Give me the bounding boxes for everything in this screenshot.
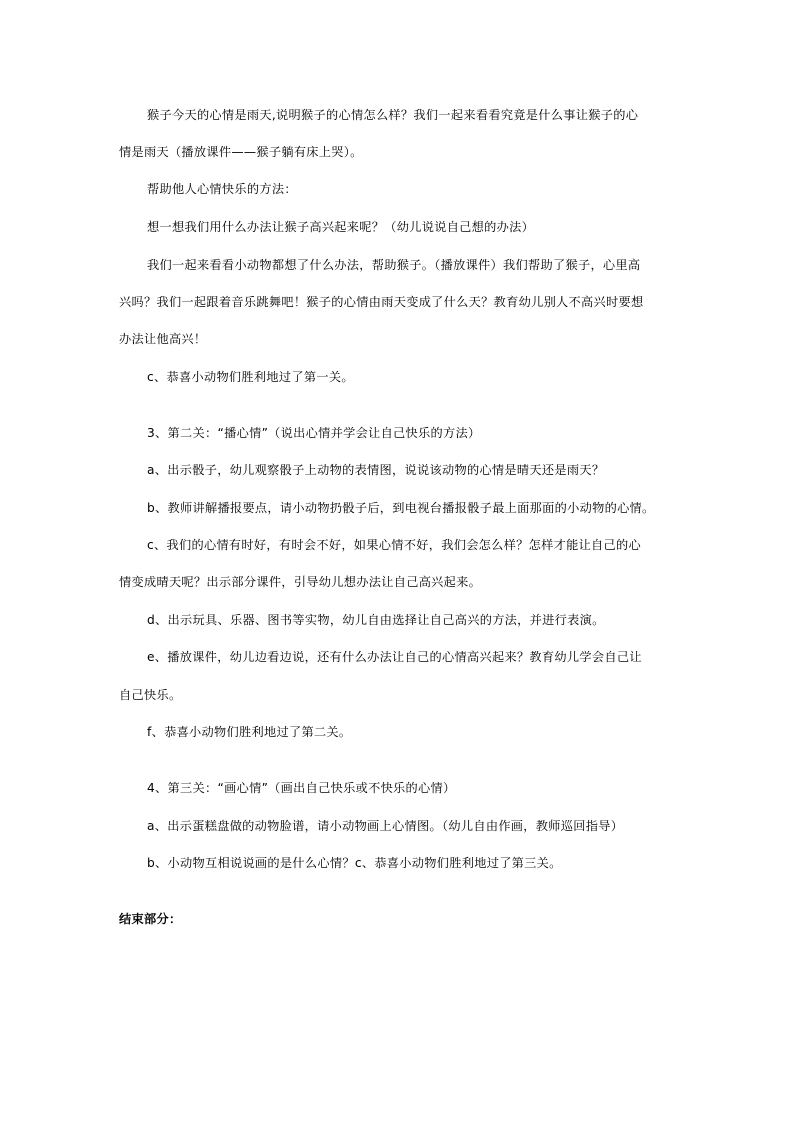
list-item: c、我们的心情有时好，有时会不好，如果心情不好，我们会怎么样？怎样才能让自己的心 [147, 538, 642, 552]
list-item: a、出示骰子，幼儿观察骰子上动物的表情图，说说该动物的心情是晴天还是雨天？ [147, 463, 605, 477]
list-item: b、教师讲解播报要点，请小动物扔骰子后，到电视台播报骰子最上面那面的小动物的心情。 [147, 501, 655, 515]
list-item: e、播放课件，幼儿边看边说，还有什么办法让自己的心情高兴起来？教育幼儿学会自己让 [147, 650, 642, 664]
section-heading: 3、第二关：“播心情”（说出心情并学会让自己快乐的方法） [147, 426, 481, 440]
list-item: b、小动物互相说说画的是什么心情？c、恭喜小动物们胜利地过了第三关。 [147, 856, 562, 870]
paragraph-line: 我们一起来看看小动物都想了什么办法，帮助猴子。（播放课件）我们帮助了猴子，心里高 [147, 258, 641, 272]
paragraph-line: 想一想我们用什么办法让猴子高兴起来呢？（幼儿说说自己想的办法） [147, 220, 535, 234]
paragraph-line: 情变成晴天呢？出示部分课件，引导幼儿想办法让自己高兴起来。 [119, 575, 482, 589]
section-title: 结束部分： [119, 912, 182, 926]
paragraph-line: 兴吗？我们一起跟着音乐跳舞吧！猴子的心情由雨天变成了什么天？教育幼儿别人不高兴时要想 [119, 295, 644, 309]
paragraph-line: 自己快乐。 [119, 688, 182, 702]
section-heading: 4、第三关：“画心情”（画出自己快乐或不快乐的心情） [147, 781, 456, 795]
paragraph-line: 猴子今天的心情是雨天,说明猴子的心情怎么样？我们一起来看看究竟是什么事让猴子的心 [147, 108, 639, 122]
section-label: 帮助他人心情快乐的方法： [147, 182, 297, 196]
paragraph-line: 办法让他高兴！ [119, 332, 207, 346]
list-item: c、恭喜小动物们胜利地过了第一关。 [147, 370, 354, 384]
list-item: d、出示玩具、乐器、图书等实物，幼儿自由选择让自己高兴的方法，并进行表演。 [147, 613, 605, 627]
paragraph-line: 情是雨天（播放课件——猴子躺有床上哭）。 [119, 145, 363, 159]
list-item: f、恭喜小动物们胜利地过了第二关。 [147, 725, 352, 739]
list-item: a、出示蛋糕盘做的动物脸谱，请小动物画上心情图。（幼儿自由作画，教师巡回指导） [147, 819, 624, 833]
